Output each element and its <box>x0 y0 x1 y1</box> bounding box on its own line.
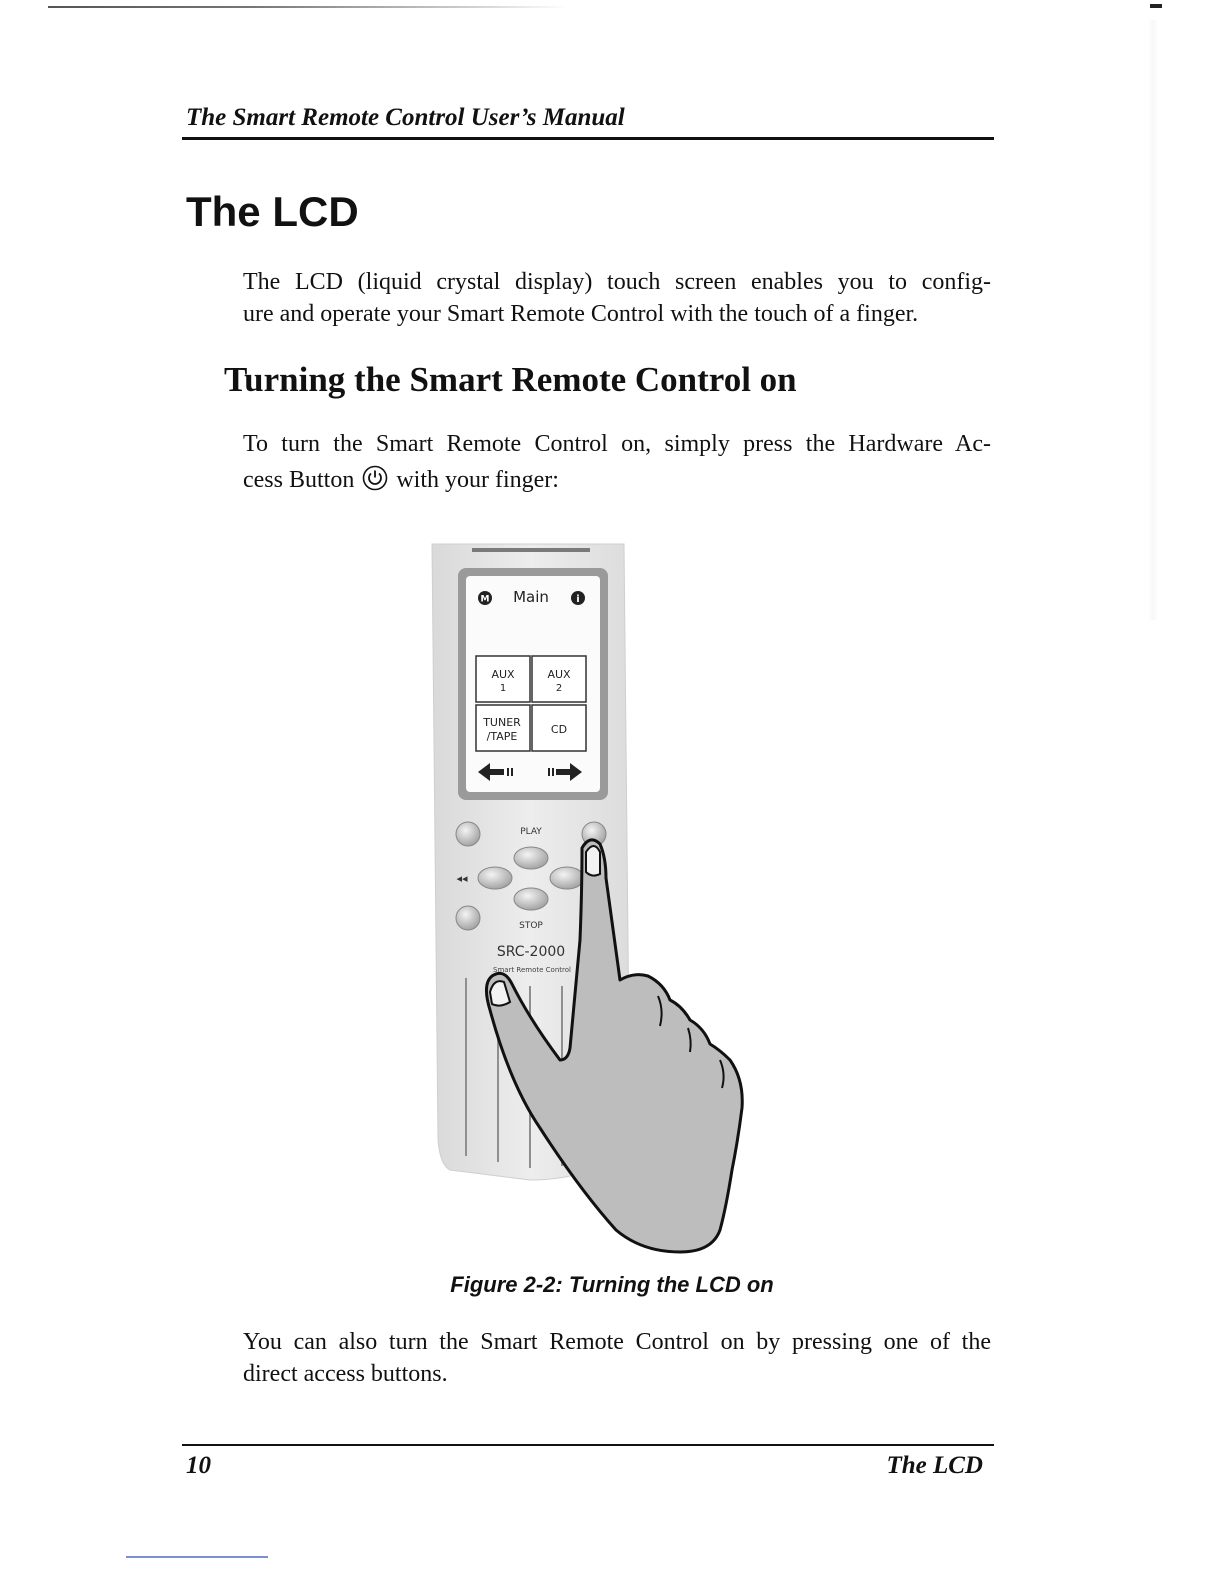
tuner-label-line1: TUNER <box>483 716 521 729</box>
lcd-button-tuner-tape[interactable] <box>476 705 530 751</box>
aux1-label-line1: AUX <box>491 668 515 681</box>
intro-line-2: ure and operate your Smart Remote Control with the touch of a finger. <box>243 301 919 327</box>
closing-line-1: You can also turn the Smart Remote Control on by pressing one of the <box>243 1329 991 1355</box>
scan-artifact-corner-mark <box>1150 4 1162 8</box>
footer-section-name: The LCD <box>886 1452 983 1479</box>
aux1-label-line2: 1 <box>499 683 507 694</box>
model-label: SRC-2000 <box>496 944 566 960</box>
scan-artifact-bottom-line <box>126 1556 268 1558</box>
remote-svg <box>420 540 760 1260</box>
lcd-button-aux1[interactable] <box>476 656 530 702</box>
figure-remote-illustration <box>420 540 760 1260</box>
page-title: The LCD <box>186 188 359 235</box>
play-button[interactable] <box>514 847 548 869</box>
figure-caption: Figure 2-2: Turning the LCD on <box>450 1272 774 1297</box>
section-line-2 <box>243 462 991 498</box>
info-icon[interactable] <box>571 591 585 605</box>
footer-rule <box>182 1444 994 1446</box>
section-line-2-after: with your finger: <box>396 467 559 493</box>
svg-text:M: M <box>480 594 490 605</box>
running-header: The Smart Remote Control User’s Manual <box>186 104 625 131</box>
cd-label: CD <box>550 723 568 736</box>
page-number: 10 <box>186 1452 211 1479</box>
remote-top-slot <box>472 548 590 552</box>
section-heading: Turning the Smart Remote Control on <box>224 360 797 399</box>
stop-label: STOP <box>519 921 543 931</box>
lcd-button-aux2[interactable] <box>532 656 586 702</box>
brand-label: Smart Remote Control <box>493 966 571 974</box>
rewind-button[interactable] <box>478 867 512 889</box>
scan-artifact-top-line <box>48 6 568 8</box>
forward-button[interactable] <box>550 867 584 889</box>
closing-paragraph <box>243 1326 991 1390</box>
m-circle-icon[interactable] <box>478 591 492 605</box>
closing-line-2: direct access buttons. <box>243 1361 448 1387</box>
tuner-label-line2: /TAPE <box>486 730 518 743</box>
aux2-label-line2: 2 <box>555 683 563 694</box>
scan-artifact-edge-shadow <box>1148 20 1158 620</box>
hardware-button-bottom-left[interactable] <box>456 906 480 930</box>
intro-paragraph <box>243 266 991 330</box>
fingernail <box>586 846 600 876</box>
section-line-1: To turn the Smart Remote Control on, simply press the Hardware Ac- <box>243 431 991 457</box>
rewind-label: ◂◂ <box>456 872 468 885</box>
header-rule <box>182 137 994 140</box>
play-label: PLAY <box>520 827 542 837</box>
lcd-screen-title: Main <box>513 588 549 606</box>
svg-text:i: i <box>576 594 580 605</box>
aux2-label-line1: AUX <box>547 668 571 681</box>
lcd-button-cd[interactable] <box>532 705 586 751</box>
intro-line-1: The LCD (liquid crystal display) touch screen enables you to config- <box>243 269 991 295</box>
section-line-2-before: cess Button <box>243 467 355 493</box>
hardware-button-top-left[interactable] <box>456 822 480 846</box>
stop-button[interactable] <box>514 888 548 910</box>
section-paragraph <box>243 426 991 498</box>
power-icon <box>362 465 388 491</box>
